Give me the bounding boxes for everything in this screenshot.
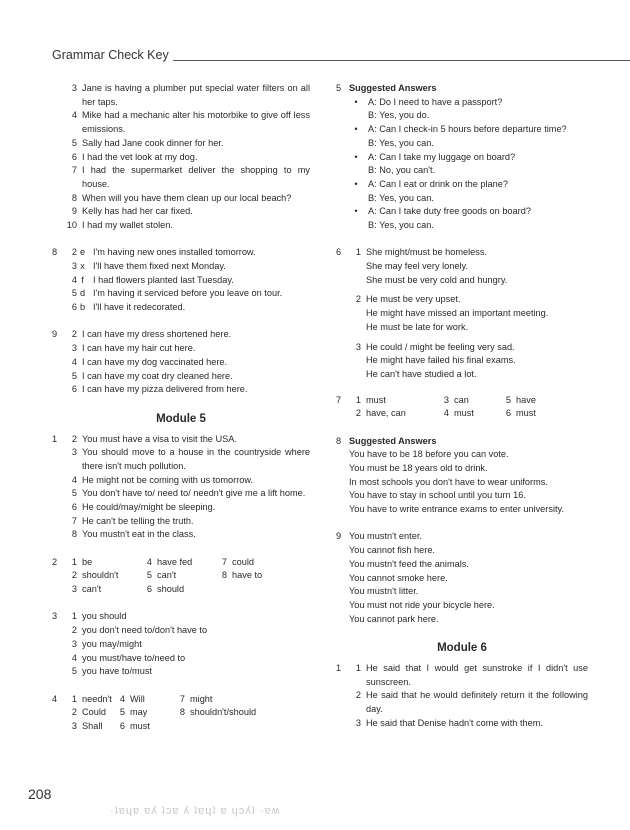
bullet-icon: •: [354, 124, 358, 135]
item-number: 5: [146, 570, 152, 581]
answer-text: might: [190, 693, 213, 704]
answer-row: [52, 624, 310, 638]
answer-text: can't: [157, 570, 177, 581]
module5-exercise-3: [52, 610, 310, 679]
item-number: 2: [71, 707, 77, 718]
answer-row: [336, 599, 588, 613]
answer-text: In most schools you don't have to wear uniforms.: [349, 476, 548, 487]
dialogue-answer: B: Yes, you can.: [368, 137, 434, 148]
answer-text: you don't need to/don't have to: [82, 625, 208, 636]
answer-row: [52, 301, 310, 315]
item-number: 1: [355, 394, 361, 405]
answer-text: You mustn't eat in the class.: [82, 529, 196, 540]
exercise-number: 3: [52, 611, 58, 622]
item-number: 5: [505, 394, 511, 405]
answer-grid-row: [52, 583, 310, 597]
answer-row: [52, 260, 310, 274]
dialogue-answer: B: Yes, you do.: [368, 110, 430, 121]
answer-row: [52, 383, 310, 397]
item-number: 9: [71, 206, 77, 217]
dialogue-answer: B: No, you can't.: [368, 165, 436, 176]
exercise-5: [336, 82, 588, 233]
answer-text: He could / might be feeling very sad.: [366, 341, 515, 352]
dialogue-answer: B: Yes, you can.: [368, 220, 434, 231]
module5-exercise-1: [52, 433, 310, 543]
answer-grid-row: [52, 693, 310, 707]
answer-row: [52, 219, 310, 233]
answer-text: I'll have them fixed next Monday.: [93, 261, 226, 272]
item-number: 6: [146, 584, 152, 595]
module-6-title: Module 6: [437, 641, 487, 654]
exercise-number: 4: [52, 693, 58, 704]
item-number: 6: [119, 720, 125, 731]
dialogue-line: [336, 151, 588, 165]
exercise-heading-row: [336, 435, 588, 449]
answer-text: You have to write entrance exams to enter university.: [349, 504, 564, 515]
item-number: 5: [119, 707, 125, 718]
answer-text: Shall: [82, 720, 103, 731]
dialogue-question: A: Can I check-in 5 hours before departure time?: [368, 124, 567, 135]
item-number: 3: [71, 638, 77, 649]
answer-text: must: [366, 394, 386, 405]
item-number: 3: [71, 343, 77, 354]
item-number: 4: [71, 274, 77, 285]
item-letter: d: [79, 288, 86, 299]
item-number: 6: [71, 502, 77, 513]
item-number: 6: [71, 151, 77, 162]
module-5-title: Module 5: [156, 412, 206, 425]
item-number: 3: [71, 447, 77, 458]
answer-text: You have to be 18 before you can vote.: [349, 449, 509, 460]
exercise-number: 2: [52, 556, 58, 567]
answer-row: [336, 662, 588, 689]
page-header: [52, 44, 630, 66]
answer-row: [52, 151, 310, 165]
exercise-number: 5: [336, 83, 342, 93]
answer-text: I had the vet look at my dog.: [82, 151, 198, 162]
answer-row: [336, 354, 588, 368]
answer-text: You cannot park here.: [349, 613, 439, 624]
answer-text: needn't: [82, 693, 112, 704]
answer-text: should: [157, 584, 185, 595]
dialogue-line: [336, 192, 588, 206]
answer-text: Will: [130, 693, 145, 704]
answer-text: Could: [82, 707, 107, 718]
answer-text: You should move to a house in the countryside where there isn't much pollution.: [82, 447, 310, 471]
item-number: 8: [221, 570, 227, 581]
answer-row: [52, 652, 310, 666]
item-number: 2: [71, 247, 77, 258]
answer-row: [336, 321, 588, 335]
answer-row: [336, 689, 588, 716]
answer-row: [336, 489, 588, 503]
item-number: 4: [443, 408, 449, 419]
exercise-number: 6: [336, 247, 342, 258]
answer-text: you must/have to/need to: [82, 652, 186, 663]
answer-row: [52, 274, 310, 288]
answer-text: You must have a visa to visit the USA.: [82, 433, 237, 444]
item-number: 1: [71, 693, 77, 704]
answer-text: may: [130, 707, 148, 718]
watermark: ·ʇɐɥɐ ɐʎ ʇɔɐ ʎ ʇɐɥʇ ɐ ɥɔʎʇ ·ɐʍ: [110, 805, 281, 817]
answer-row: [336, 544, 588, 558]
answer-text: He might not be coming with us tomorrow.: [82, 474, 254, 485]
bullet-icon: •: [354, 178, 358, 189]
answer-row: [52, 342, 310, 356]
answer-row: [52, 328, 310, 342]
suggested-answers-heading: Suggested Answers: [349, 83, 437, 93]
item-number: 4: [71, 652, 77, 663]
answer-row: [336, 462, 588, 476]
item-number: 2: [71, 570, 77, 581]
answer-row: [52, 82, 310, 109]
item-number: 2: [71, 625, 77, 636]
answer-text: You cannot smoke here.: [349, 572, 448, 583]
answer-text: You must be 18 years old to drink.: [349, 463, 488, 474]
answer-grid-row: [336, 407, 588, 421]
page-number: 208: [28, 786, 52, 802]
exercise-8: [336, 435, 588, 517]
item-number: 5: [71, 666, 77, 677]
item-letter: x: [80, 261, 85, 272]
answer-row: [52, 246, 310, 260]
answer-text: I had my wallet stolen.: [82, 220, 173, 231]
item-number: 3: [443, 394, 449, 405]
answer-text: You mustn't litter.: [349, 586, 419, 597]
answer-row: [52, 433, 310, 447]
exercise-7-continued: [52, 82, 310, 233]
item-number: 5: [71, 488, 77, 499]
bullet-icon: •: [354, 151, 358, 162]
right-column: [336, 82, 588, 731]
answer-text: I can have my coat dry cleaned here.: [82, 370, 233, 381]
answer-row: [52, 665, 310, 679]
answer-grid-row: [336, 394, 588, 408]
answer-text: He can't have studied a lot.: [366, 368, 477, 379]
answer-text: you may/might: [82, 638, 142, 649]
exercise-number: 8: [52, 247, 58, 258]
item-number: 2: [355, 294, 361, 305]
answer-row: [52, 638, 310, 652]
exercise-number: 7: [336, 394, 342, 405]
answer-row: [52, 501, 310, 515]
module6-exercise-1: [336, 662, 588, 731]
dialogue-line: [336, 109, 588, 123]
answer-text: shouldn't: [82, 570, 119, 581]
item-number: 4: [71, 110, 77, 121]
answer-row: [336, 448, 588, 462]
answer-row: [336, 613, 588, 627]
answer-row: [336, 341, 588, 355]
item-number: 3: [355, 717, 361, 728]
answer-text: I had flowers planted last Tuesday.: [93, 274, 234, 285]
item-number: 7: [71, 515, 77, 526]
answer-row: [336, 246, 588, 260]
answer-row: [52, 515, 310, 529]
answer-text: shouldn't/should: [190, 707, 257, 718]
dialogue-line: [336, 96, 588, 110]
answer-row: [52, 287, 310, 301]
item-number: 4: [71, 474, 77, 485]
item-number: 3: [71, 720, 77, 731]
answer-row: [336, 717, 588, 731]
answer-text: can: [454, 394, 469, 405]
item-number: 3: [71, 261, 77, 272]
answer-row: [52, 528, 310, 542]
answer-text: He said that I would get sunstroke if I didn't use sunscreen.: [366, 662, 588, 687]
answer-text: He must be late for work.: [366, 321, 469, 332]
answer-row: [336, 558, 588, 572]
dialogue-question: A: Can I take duty free goods on board?: [368, 206, 531, 217]
item-number: 2: [355, 690, 361, 701]
exercise-number: 8: [336, 435, 342, 446]
answer-text: have to: [232, 570, 263, 581]
page-title: Grammar Check Key: [52, 48, 173, 62]
answer-text: You have to stay in school until you turn 16.: [349, 490, 526, 501]
item-number: 4: [119, 693, 125, 704]
item-letter: b: [79, 302, 86, 313]
answer-row: [52, 164, 310, 191]
exercise-number: 1: [52, 433, 58, 444]
suggested-answers-heading: Suggested Answers: [349, 435, 437, 446]
answer-row: [52, 610, 310, 624]
item-number: 1: [355, 662, 361, 673]
answer-row: [336, 307, 588, 321]
answer-row: [52, 137, 310, 151]
left-column: [52, 82, 310, 734]
exercise-number: 1: [336, 662, 342, 673]
item-number: 1: [71, 556, 77, 567]
answer-text: have, can: [366, 408, 406, 419]
item-number: 3: [355, 341, 361, 352]
answer-text: He might have failed his final exams.: [366, 355, 516, 366]
answer-text: I can have my dress shortened here.: [82, 329, 232, 340]
answer-grid-row: [52, 706, 310, 720]
answer-text: You cannot fish here.: [349, 545, 435, 556]
dialogue-line: [336, 164, 588, 178]
answer-row: [52, 370, 310, 384]
answer-row: [52, 109, 310, 136]
answer-row: [336, 293, 588, 307]
answer-row: [336, 476, 588, 490]
answer-text: Sally had Jane cook dinner for her.: [82, 137, 224, 148]
item-number: 7: [71, 165, 77, 176]
answer-grid-row: [52, 556, 310, 570]
item-number: 8: [71, 192, 77, 203]
item-number: 6: [505, 408, 511, 419]
exercise-8: [52, 246, 310, 315]
item-number: 7: [221, 556, 227, 567]
answer-text: I'm having it serviced before you leave on tour.: [93, 288, 283, 299]
dialogue-line: [336, 205, 588, 219]
bullet-icon: •: [354, 96, 358, 107]
answer-text: He can't be telling the truth.: [82, 515, 194, 526]
dialogue-line: [336, 123, 588, 137]
exercise-9: [52, 328, 310, 397]
answer-text: He could/may/might be sleeping.: [82, 502, 216, 513]
answer-text: He must be very upset.: [366, 294, 461, 305]
item-number: 8: [179, 707, 185, 718]
answer-text: be: [82, 556, 93, 567]
answer-text: He said that Denise hadn't come with them.: [366, 717, 543, 728]
dialogue-answer: B: Yes, you can.: [368, 192, 434, 203]
answer-text: Kelly has had her car fixed.: [82, 206, 193, 217]
item-number: 7: [179, 693, 185, 704]
answer-text: She may feel very lonely.: [366, 261, 468, 272]
answer-text: You must not ride your bicycle here.: [349, 599, 495, 610]
answer-text: Mike had a mechanic alter his motorbike to give off less emissions.: [82, 110, 310, 135]
item-number: 1: [71, 611, 77, 622]
answer-row: [52, 356, 310, 370]
answer-text: could: [232, 556, 254, 567]
dialogue-line: [336, 219, 588, 233]
item-number: 2: [71, 329, 77, 340]
item-number: 1: [355, 247, 361, 258]
answer-text: must: [454, 408, 474, 419]
answer-text: I can have my dog vaccinated here.: [82, 356, 228, 367]
dialogue-line: [336, 178, 588, 192]
answer-text: have: [516, 394, 536, 405]
answer-row: [336, 503, 588, 517]
bullet-icon: •: [354, 206, 358, 217]
answer-text: When will you have them clean up our local beach?: [82, 192, 292, 203]
answer-text: I can have my hair cut here.: [82, 343, 196, 354]
answer-text: must: [130, 720, 150, 731]
answer-row: [336, 585, 588, 599]
item-number: 5: [71, 370, 77, 381]
answer-text: You mustn't feed the animals.: [349, 558, 469, 569]
answer-row: [52, 192, 310, 206]
answer-text: She might/must be homeless.: [366, 247, 488, 258]
dialogue-line: [336, 137, 588, 151]
item-number: 6: [71, 302, 77, 313]
item-number: 5: [71, 137, 77, 148]
answer-row: [336, 530, 588, 544]
item-number: 2: [355, 408, 361, 419]
module5-exercise-2: [52, 556, 310, 597]
exercise-9: [336, 530, 588, 626]
dialogue-question: A: Do I need to have a passport?: [368, 96, 503, 107]
answer-text: He said that he would definitely return it the following day.: [366, 690, 588, 715]
answer-text: have fed: [157, 556, 193, 567]
answer-text: I can have my pizza delivered from here.: [82, 384, 248, 395]
answer-text: you have to/must: [82, 666, 152, 677]
answer-text: can't: [82, 584, 102, 595]
item-letter: e: [79, 247, 86, 258]
answer-text: She must be very cold and hungry.: [366, 274, 508, 285]
item-number: 6: [71, 384, 77, 395]
item-number: 10: [66, 220, 77, 231]
answer-row: [336, 572, 588, 586]
answer-row: [52, 205, 310, 219]
answer-text: You don't have to/ need to/ needn't give me a lift home.: [82, 488, 306, 499]
exercise-number: 9: [52, 329, 58, 340]
answer-row: [52, 474, 310, 488]
item-number: 4: [71, 356, 77, 367]
answer-grid-row: [52, 569, 310, 583]
item-number: 3: [71, 584, 77, 595]
answer-row: [336, 260, 588, 274]
answer-text: You mustn't enter.: [349, 531, 422, 542]
answer-row: [52, 487, 310, 501]
answer-text: you should: [82, 611, 127, 622]
item-number: 5: [71, 288, 77, 299]
answer-row: [336, 274, 588, 288]
answer-row: [336, 368, 588, 382]
module5-exercise-4: [52, 693, 310, 734]
answer-text: Jane is having a plumber put special water filters on all her taps.: [82, 83, 310, 107]
item-number: 4: [146, 556, 152, 567]
item-number: 2: [71, 433, 77, 444]
item-number: 8: [71, 529, 77, 540]
dialogue-question: A: Can I take my luggage on board?: [368, 151, 516, 162]
answer-text: He might have missed an important meeting.: [366, 308, 549, 319]
item-letter: f: [81, 274, 84, 285]
answer-text: must: [516, 408, 536, 419]
answer-text: I had the supermarket deliver the shopping to my house.: [82, 165, 310, 189]
answer-grid-row: [52, 720, 310, 734]
answer-text: I'm having new ones installed tomorrow.: [93, 247, 256, 258]
item-number: 3: [71, 83, 77, 93]
exercise-6: [336, 246, 588, 381]
answer-text: I'll have it redecorated.: [93, 302, 186, 313]
exercise-7: [336, 394, 588, 421]
dialogue-question: A: Can I eat or drink on the plane?: [368, 178, 508, 189]
exercise-heading-row: [336, 82, 588, 96]
answer-row: [52, 446, 310, 473]
exercise-number: 9: [336, 531, 342, 542]
